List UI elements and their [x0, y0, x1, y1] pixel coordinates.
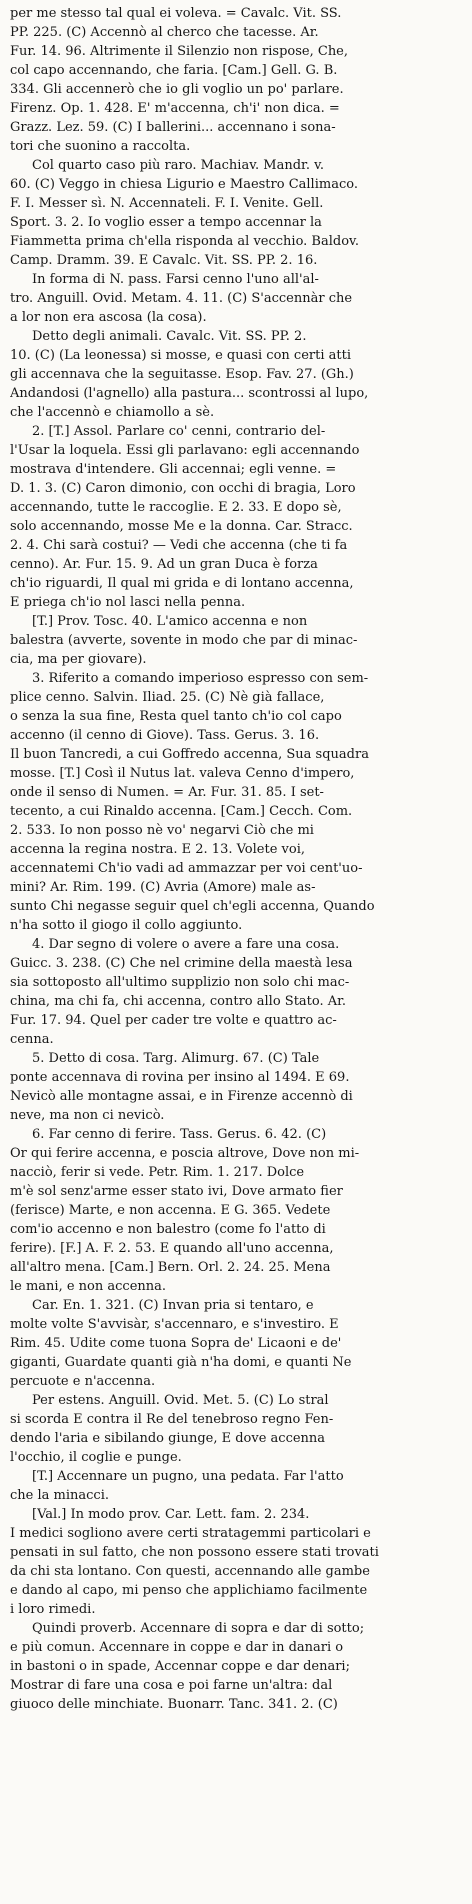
text-line: mini? Ar. Rim. 199. (C) Avria (Amore) male as-	[10, 880, 316, 895]
text-line: Grazz. Lez. 59. (C) I ballerini... accennano i sona-	[10, 120, 336, 135]
text-line: Col quarto caso più raro. Machiav. Mandr. v.	[32, 158, 325, 173]
text-line: m'è sol senz'arme esser stato ivi, Dove armato fier	[10, 1184, 343, 1199]
text-line: com'io accenno e non balestro (come fo l'atto di	[10, 1222, 326, 1237]
text-line: cia, ma per giovare).	[10, 652, 147, 667]
text-line: china, ma chi fa, chi accenna, contro allo Stato. Ar.	[10, 994, 347, 1009]
text-line: 3. Riferito a comando imperioso espresso con sem-	[32, 671, 369, 686]
text-line: Fur. 17. 94. Quel per cader tre volte e quattro ac-	[10, 1013, 337, 1028]
text-line: PP. 225. (C) Accennò al cherco che tacesse. Ar.	[10, 25, 319, 40]
text-line: Il buon Tancredi, a cui Goffredo accenna, Sua squadra	[10, 747, 369, 762]
text-line: Car. En. 1. 321. (C) Invan pria si tentaro, e	[32, 1298, 314, 1313]
text-line: 334. Gli accennerò che io gli voglio un po' parlare.	[10, 82, 344, 97]
text-line: plice cenno. Salvin. Iliad. 25. (C) Nè già fallace,	[10, 690, 325, 705]
text-line: da chi sta lontano. Con questi, accennando alle gambe	[10, 1564, 370, 1579]
text-line: (ferisce) Marte, e non accenna. E G. 365. Vedete	[10, 1203, 331, 1218]
text-line: e dando al capo, mi penso che applichiamo facilmente	[10, 1583, 368, 1598]
text-line: che l'accennò e chiamollo a sè.	[10, 405, 215, 420]
text-line: accennando, tutte le raccoglie. E 2. 33. E dopo sè,	[10, 500, 342, 515]
text-line: onde il senso di Numen. = Ar. Fur. 31. 85. I set-	[10, 785, 324, 800]
text-line: l'occhio, il coglie e punge.	[10, 1450, 182, 1465]
text-line: ferire). [F.] A. F. 2. 53. E quando all'uno accenna,	[10, 1241, 334, 1256]
text-line: 60. (C) Veggo in chiesa Ligurio e Maestro Callimaco.	[10, 177, 358, 192]
text-line: Rim. 45. Udite come tuona Sopra de' Licaoni e de'	[10, 1336, 342, 1351]
text-line: giganti, Guardate quanti già n'ha domi, e quanti Ne	[10, 1355, 352, 1370]
text-line: accenno (il cenno di Giove). Tass. Gerus. 3. 16.	[10, 728, 320, 743]
text-line: D. 1. 3. (C) Caron dimonio, con occhi di bragia, Loro	[10, 481, 356, 496]
text-line: E priega ch'io nol lasci nella penna.	[10, 595, 246, 610]
text-line: che la minacci.	[10, 1488, 109, 1503]
text-line: col capo accennando, che faria. [Cam.] Gell. G. B.	[10, 63, 338, 78]
text-line: mostrava d'intendere. Gli accennai; egli venne. =	[10, 462, 337, 477]
text-line: sunto Chi negasse seguir quel ch'egli accenna, Quando	[10, 899, 375, 914]
text-line: ponte accennava di rovina per insino al 1494. E 69.	[10, 1070, 350, 1085]
text-line: Guicc. 3. 238. (C) Che nel crimine della maestà lesa	[10, 956, 353, 971]
text-line: Firenz. Op. 1. 428. E' m'accenna, ch'i' non dica. =	[10, 101, 340, 116]
text-line: 4. Dar segno di volere o avere a fare una cosa.	[32, 937, 340, 952]
text-line: Or qui ferire accenna, e poscia altrove, Dove non mi-	[10, 1146, 360, 1161]
text-line: accenna la regina nostra. E 2. 13. Volete voi,	[10, 842, 305, 857]
text-line: I medici sogliono avere certi stratagemmi particolari e	[10, 1526, 371, 1541]
text-line: pensati in sul fatto, che non possono essere stati trovati	[10, 1545, 379, 1560]
text-line: i loro rimedi.	[10, 1602, 96, 1617]
text-line: cenno). Ar. Fur. 15. 9. Ad un gran Duca è forza	[10, 557, 318, 572]
text-line: nacciò, ferir si vede. Petr. Rim. 1. 217. Dolce	[10, 1165, 305, 1180]
text-line: Nevicò alle montagne assai, e in Firenze accennò di	[10, 1089, 353, 1104]
text-line: In forma di N. pass. Farsi cenno l'uno all'al-	[32, 272, 319, 287]
text-line: accennatemi Ch'io vadi ad ammazzar per voi cent'uo-	[10, 861, 363, 876]
text-line: mosse. [T.] Così il Nutus lat. valeva Cenno d'impero,	[10, 766, 355, 781]
text-line: neve, ma non ci nevicò.	[10, 1108, 165, 1123]
text-line: [T.] Prov. Tosc. 40. L'amico accenna e non	[32, 614, 308, 629]
text-line: cenna.	[10, 1032, 54, 1047]
text-line: Detto degli animali. Cavalc. Vit. SS. PP. 2.	[32, 329, 307, 344]
text-line: gli accennava che la seguitasse. Esop. Fav. 27. (Gh.)	[10, 367, 354, 382]
text-line: giuoco delle minchiate. Buonarr. Tanc. 341. 2. (C)	[10, 1697, 338, 1712]
text-line: Fur. 14. 96. Altrimente il Silenzio non rispose, Che,	[10, 44, 349, 59]
text-line: F. I. Messer sì. N. Accennateli. F. I. Venite. Gell.	[10, 196, 324, 211]
text-line: 2. [T.] Assol. Parlare co' cenni, contrario del-	[32, 424, 326, 439]
text-line: Andandosi (l'agnello) alla pastura... scontrossi al lupo,	[10, 386, 369, 401]
text-line: tori che suonino a raccolta.	[10, 139, 191, 154]
text-line: all'altro mena. [Cam.] Bern. Orl. 2. 24. 25. Mena	[10, 1260, 331, 1275]
text-line: tecento, a cui Rinaldo accenna. [Cam.] Cecch. Com.	[10, 804, 353, 819]
text-line: l'Usar la loquela. Essi gli parlavano: egli accennando	[10, 443, 360, 458]
text-line: per me stesso tal qual ei voleva. = Cavalc. Vit. SS.	[10, 6, 342, 21]
text-line: o senza la sua fine, Resta quel tanto ch'io col capo	[10, 709, 342, 724]
text-line: e più comun. Accennare in coppe e dar in danari o	[10, 1640, 344, 1655]
text-line: solo accennando, mosse Me e la donna. Car. Stracc.	[10, 519, 353, 534]
text-line: percuote e n'accenna.	[10, 1374, 156, 1389]
text-line: si scorda E contra il Re del tenebroso regno Fen-	[10, 1412, 334, 1427]
text-line: balestra (avverte, sovente in modo che par di minac-	[10, 633, 358, 648]
text-line: 2. 4. Chi sarà costui? — Vedi che accenna (che ti fa	[10, 538, 348, 553]
text-line: Sport. 3. 2. Io voglio esser a tempo accennar la	[10, 215, 322, 230]
text-line: n'ha sotto il giogo il collo aggiunto.	[10, 918, 243, 933]
text-line: Mostrar di fare una cosa e poi farne un'altra: dal	[10, 1678, 333, 1693]
text-line: Per estens. Anguill. Ovid. Met. 5. (C) Lo stral	[32, 1393, 329, 1408]
text-line: dendo l'aria e sibilando giunge, E dove accenna	[10, 1431, 326, 1446]
text-line: 10. (C) (La leonessa) si mosse, e quasi con certi atti	[10, 348, 351, 363]
text-line: Fiammetta prima ch'ella risponda al vecchio. Baldov.	[10, 234, 359, 249]
text-line: 5. Detto di cosa. Targ. Alimurg. 67. (C) Tale	[32, 1051, 320, 1066]
text-line: sia sottoposto all'ultimo supplizio non solo chi mac-	[10, 975, 350, 990]
text-line: tro. Anguill. Ovid. Metam. 4. 11. (C) S'accennàr che	[10, 291, 353, 306]
text-line: 2. 533. Io non posso nè vo' negarvi Ciò che mi	[10, 823, 314, 838]
text-line: Camp. Dramm. 39. E Cavalc. Vit. SS. PP. 2. 16.	[10, 253, 318, 268]
text-line: [Val.] In modo prov. Car. Lett. fam. 2. 234.	[32, 1507, 310, 1522]
text-line: [T.] Accennare un pugno, una pedata. Far l'atto	[32, 1469, 344, 1484]
text-line: molte volte S'avvisàr, s'accennaro, e s'investiro. E	[10, 1317, 339, 1332]
text-line: in bastoni o in spade, Accennar coppe e dar denari;	[10, 1659, 350, 1674]
text-line: ch'io riguardi, Il qual mi grida e di lontano accenna,	[10, 576, 354, 591]
text-line: a lor non era ascosa (la cosa).	[10, 310, 207, 325]
text-line: le mani, e non accenna.	[10, 1279, 167, 1294]
text-line: 6. Far cenno di ferire. Tass. Gerus. 6. 42. (C)	[32, 1127, 327, 1142]
text-line: Quindi proverb. Accennare di sopra e dar di sotto;	[32, 1621, 365, 1636]
